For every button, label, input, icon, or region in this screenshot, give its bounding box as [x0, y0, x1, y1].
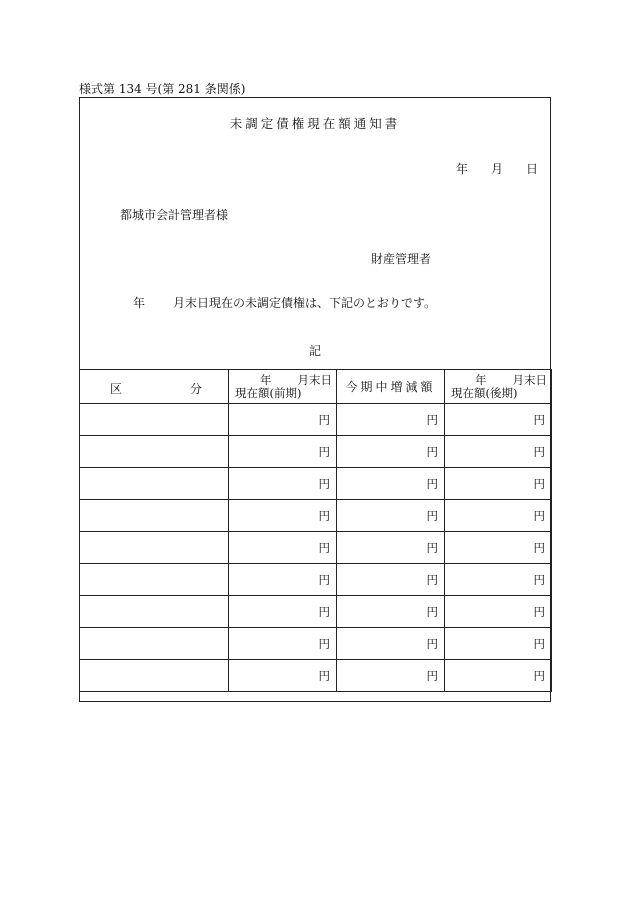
table-row	[80, 468, 552, 500]
table-row	[80, 436, 552, 468]
table-row	[80, 404, 552, 436]
date-day-label: 日	[526, 162, 539, 176]
category-cell[interactable]	[80, 404, 229, 436]
previous-amount-cell[interactable]: 円	[229, 404, 337, 436]
change-amount-cell[interactable]: 円	[337, 660, 445, 692]
body-year-label: 年	[133, 296, 146, 310]
items-table	[79, 369, 552, 692]
category-cell[interactable]	[80, 628, 229, 660]
current-amount-cell[interactable]: 円	[445, 500, 552, 532]
previous-amount-cell[interactable]: 円	[229, 660, 337, 692]
change-amount-cell[interactable]: 円	[337, 564, 445, 596]
header-category: 区 分	[80, 370, 229, 404]
date-month-label: 月	[491, 162, 504, 176]
date-year-label: 年	[456, 162, 469, 176]
category-cell[interactable]	[80, 532, 229, 564]
table-header-row	[80, 370, 552, 404]
current-amount-cell[interactable]: 円	[445, 436, 552, 468]
header-current-amount: 年 月末日 現在額(後期)	[445, 370, 552, 404]
previous-amount-cell[interactable]: 円	[229, 500, 337, 532]
category-cell[interactable]	[80, 660, 229, 692]
header-previous-amount: 年 月末日 現在額(前期)	[229, 370, 337, 404]
current-amount-cell[interactable]: 円	[445, 628, 552, 660]
ki-label: 記	[308, 344, 321, 358]
document-title: 未調定債権現在額通知書	[229, 116, 401, 131]
form-frame	[79, 97, 551, 702]
change-amount-cell[interactable]: 円	[337, 436, 445, 468]
change-amount-cell[interactable]: 円	[337, 500, 445, 532]
previous-amount-cell[interactable]: 円	[229, 596, 337, 628]
table-row	[80, 660, 552, 692]
change-amount-cell[interactable]: 円	[337, 628, 445, 660]
form-number: 様式第 134 号(第 281 条関係)	[79, 82, 246, 96]
category-cell[interactable]	[80, 564, 229, 596]
current-amount-cell[interactable]: 円	[445, 596, 552, 628]
current-amount-cell[interactable]: 円	[445, 404, 552, 436]
table-row	[80, 564, 552, 596]
category-cell[interactable]	[80, 596, 229, 628]
header-change-amount: 今期中増減額	[337, 370, 445, 404]
previous-amount-cell[interactable]: 円	[229, 532, 337, 564]
category-cell[interactable]	[80, 468, 229, 500]
previous-amount-cell[interactable]: 円	[229, 468, 337, 500]
category-cell[interactable]	[80, 500, 229, 532]
change-amount-cell[interactable]: 円	[337, 468, 445, 500]
previous-amount-cell[interactable]: 円	[229, 436, 337, 468]
issuer: 財産管理者	[371, 252, 432, 266]
current-amount-cell[interactable]: 円	[445, 468, 552, 500]
change-amount-cell[interactable]: 円	[337, 532, 445, 564]
body-text	[133, 294, 436, 311]
current-amount-cell[interactable]: 円	[445, 660, 552, 692]
previous-amount-cell[interactable]: 円	[229, 564, 337, 596]
change-amount-cell[interactable]: 円	[337, 596, 445, 628]
current-amount-cell[interactable]: 円	[445, 564, 552, 596]
previous-amount-cell[interactable]: 円	[229, 628, 337, 660]
category-cell[interactable]	[80, 436, 229, 468]
table-row	[80, 628, 552, 660]
table-row	[80, 532, 552, 564]
addressee: 都城市会計管理者様	[120, 208, 229, 222]
current-amount-cell[interactable]: 円	[445, 532, 552, 564]
table-row	[80, 596, 552, 628]
body-sentence: 月末日現在の未調定債権は、下記のとおりです。	[173, 296, 437, 310]
table-row	[80, 500, 552, 532]
change-amount-cell[interactable]: 円	[337, 404, 445, 436]
